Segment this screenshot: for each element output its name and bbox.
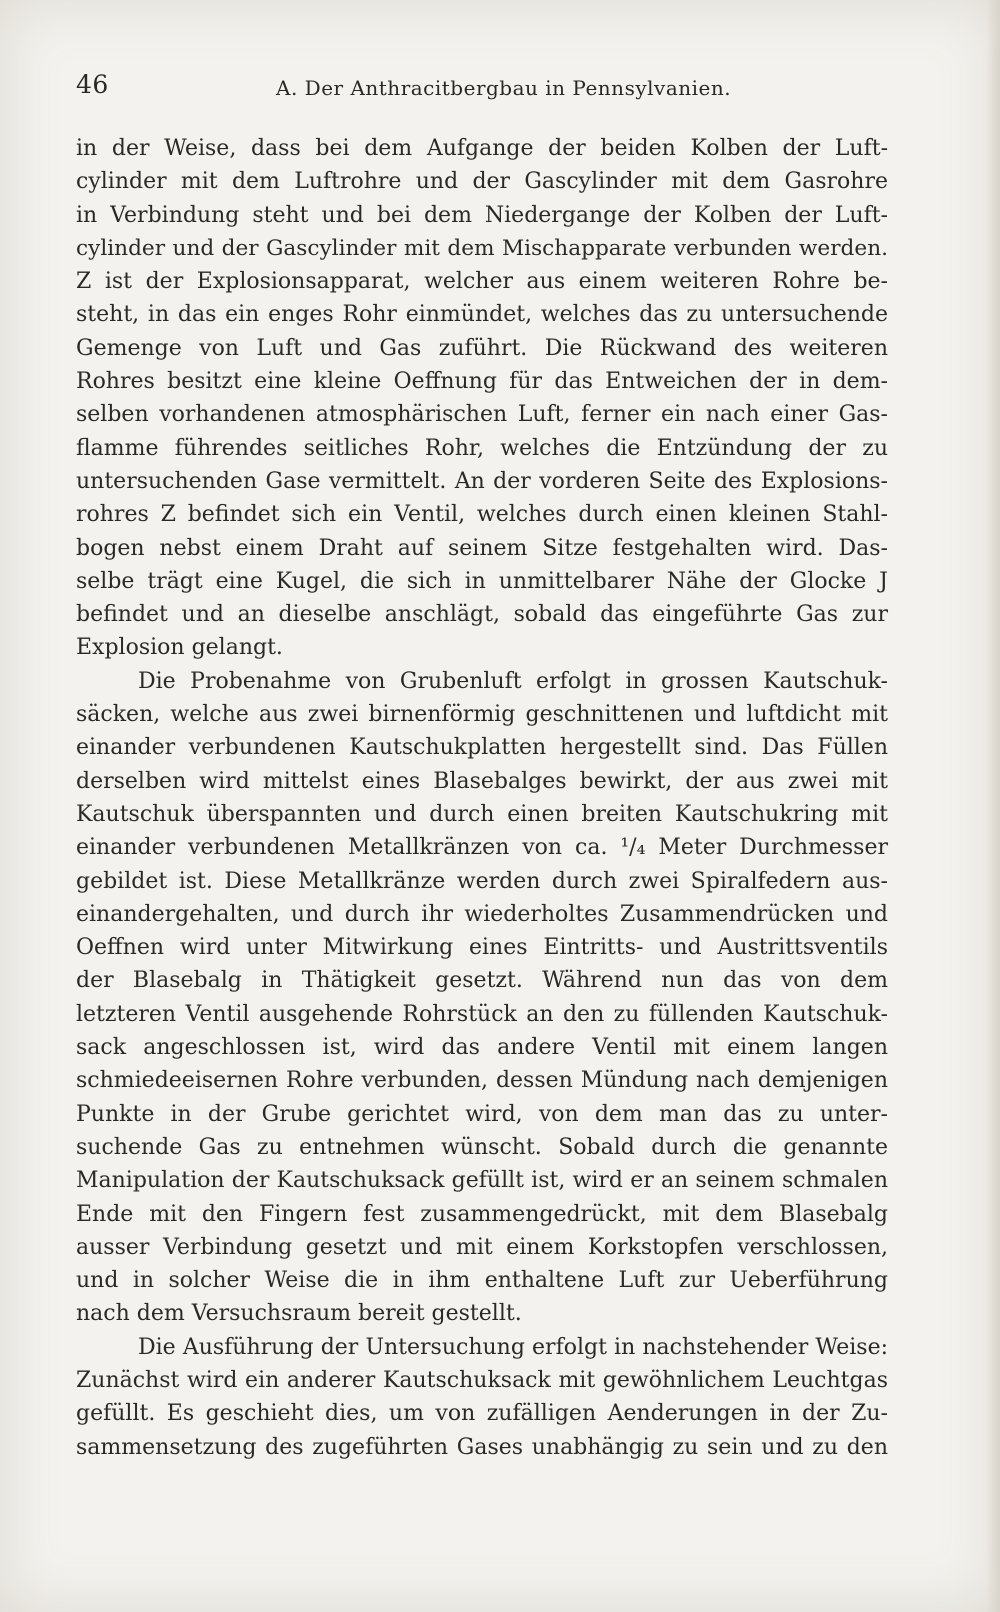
text-line: schmiedeeisernen Rohre verbunden, dessen Mündung nach demjenigen [76,1068,888,1094]
page-edge-shadow [986,0,1000,1612]
text-line: ausser Verbindung gesetzt und mit einem Korkstopfen verschlossen, [76,1234,888,1260]
text-line: Gemenge von Luft und Gas zuführt. Die Rückwand des weiteren [76,335,888,361]
text-line: befindet und an dieselbe anschlägt, sobald das eingeführte Gas zur [76,602,888,628]
page-number: 46 [76,70,109,99]
text-line: suchende Gas zu entnehmen wünscht. Sobald durch die genannte [76,1134,888,1160]
paragraph-last-line: nach dem Versuchsraum bereit gestellt. [76,1301,522,1327]
body-text [76,132,888,1464]
text-line: und in solcher Weise die in ihm enthaltene Luft zur Ueberführung [76,1268,888,1294]
text-line: einandergehalten, und durch ihr wiederholtes Zusammendrücken und [76,901,888,927]
text-line: bogen nebst einem Draht auf seinem Sitze festgehalten wird. Das- [76,535,888,561]
text-line: Zunächst wird ein anderer Kautschuksack mit gewöhnlichem Leuchtgas [76,1367,888,1393]
text-line: in Verbindung steht und bei dem Niedergange der Kolben der Luft- [76,202,888,228]
text-line: steht, in das ein enges Rohr einmündet, welches das zu untersuchende [76,302,888,328]
paragraph-first-line: Die Ausführung der Untersuchung erfolgt in nachstehender Weise: [138,1334,888,1360]
text-line: Manipulation der Kautschuksack gefüllt ist, wird er an seinem schmalen [76,1168,888,1194]
text-line: Rohres besitzt eine kleine Oeffnung für das Entweichen der in dem- [76,369,888,395]
paragraph-first-line: Die Probenahme von Grubenluft erfolgt in grossen Kautschuk- [138,668,888,694]
text-line: gefüllt. Es geschieht dies, um von zufälligen Aenderungen in der Zu- [76,1401,888,1427]
text-line: sammensetzung des zugeführten Gases unabhängig zu sein und zu den [76,1434,888,1460]
text-line: Kautschuk überspannten und durch einen breiten Kautschukring mit [76,801,888,827]
text-line: einander verbundenen Kautschukplatten hergestellt sind. Das Füllen [76,735,888,761]
text-line: gebildet ist. Diese Metallkränze werden durch zwei Spiralfedern aus- [76,868,888,894]
text-line: Punkte in der Grube gerichtet wird, von dem man das zu unter- [76,1101,888,1127]
text-line: flamme führendes seitliches Rohr, welches die Entzündung der zu [76,435,888,461]
text-line: einander verbundenen Metallkränzen von ca. ¹/₄ Meter Durchmesser [76,835,888,861]
text-line: säcken, welche aus zwei birnenförmig geschnittenen und luftdicht mit [76,702,888,728]
running-head [76,70,888,110]
text-line: letzteren Ventil ausgehende Rohrstück an den zu füllenden Kautschuk- [76,1001,888,1027]
text-line: selben vorhandenen atmosphärischen Luft, ferner ein nach einer Gas- [76,402,888,428]
text-line: Z ist der Explosionsapparat, welcher aus einem weiteren Rohre be- [76,269,888,295]
text-line: derselben wird mittelst eines Blasebalges bewirkt, der aus zwei mit [76,768,888,794]
running-head-title: A. Der Anthracitbergbau in Pennsylvanien. [276,76,732,100]
text-line: untersuchenden Gase vermittelt. An der vorderen Seite des Explosions- [76,468,888,494]
paragraph-last-line: Explosion gelangt. [76,635,283,661]
text-line: sack angeschlossen ist, wird das andere Ventil mit einem langen [76,1035,888,1061]
text-line: cylinder mit dem Luftrohre und der Gascylinder mit dem Gasrohre [76,169,888,195]
text-line: der Blasebalg in Thätigkeit gesetzt. Während nun das von dem [76,968,888,994]
text-line: Oeffnen wird unter Mitwirkung eines Eintritts- und Austrittsventils [76,935,888,961]
text-line: in der Weise, dass bei dem Aufgange der beiden Kolben der Luft- [76,136,888,161]
text-line: selbe trägt eine Kugel, die sich in unmittelbarer Nähe der Glocke J [76,568,888,594]
text-line: Ende mit den Fingern fest zusammengedrückt, mit dem Blasebalg [76,1201,888,1227]
text-line: rohres Z befindet sich ein Ventil, welches durch einen kleinen Stahl- [76,502,888,528]
text-line: cylinder und der Gascylinder mit dem Mischapparate verbunden werden. [76,235,888,261]
